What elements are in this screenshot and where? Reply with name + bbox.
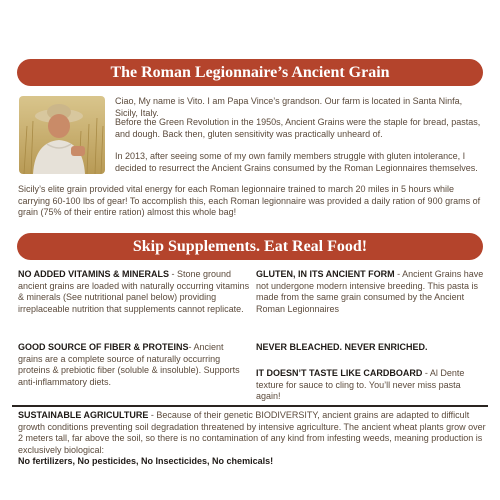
feature-body: - Ancient grains are a complete source of naturally occurring proteins & prebiotic fiber (soluble & insoluble). Supports anti-inflammatory diets. (18, 342, 240, 387)
feature-body: - Stone ground ancient grains are loaded with naturally occurring vitamins & minerals (See nutritional panel below) providing irreplaceable nutrition that supplements cannot replicate. (18, 269, 250, 314)
feature-heading: NEVER BLEACHED. NEVER ENRICHED. (256, 342, 428, 352)
farmer-photo (19, 96, 105, 174)
section-banner-ancient-grain (17, 59, 483, 86)
feature-no-added-vitamins (18, 269, 250, 315)
sustain-body: - Because of their genetic BIODIVERSITY, ancient grains are adapted to difficult growth conditions preventing soil degradation threatened by intensive agriculture. The ancient wheat plants grow over 2 meters tall, far above the soil, so there is no contamination of any kind from infesting weeds, meaning production is exclusively biological: (18, 410, 486, 455)
feature-heading: GOOD SOURCE OF FIBER & PROTEINS (18, 342, 189, 352)
intro-paragraph-1: Ciao, My name is Vito. I am Papa Vince’s grandson. Our farm is located in Santa Ninfa, Sicily, Italy. (115, 96, 463, 118)
feature-heading: GLUTEN, IN ITS ANCIENT FORM (256, 269, 395, 279)
banner-title: The Roman Legionnaire’s Ancient Grain (110, 64, 390, 81)
sustainable-agriculture-section (18, 410, 488, 468)
sustain-heading: SUSTAINABLE AGRICULTURE (18, 410, 149, 420)
feature-heading: NO ADDED VITAMINS & MINERALS (18, 269, 170, 279)
intro-paragraph-2: Before the Green Revolution in the 1950s, Ancient Grains were the staple for bread, pastas, and dough. Back then, gluten sensitivity was practically unheard of. (115, 117, 481, 139)
feature-body: - Al Dente texture for sauce to cling to. You’ll never miss pasta again! (256, 368, 465, 402)
section-divider (12, 405, 488, 407)
feature-fiber-proteins (18, 342, 250, 388)
feature-heading: IT DOESN’T TASTE LIKE CARDBOARD (256, 368, 423, 378)
intro-paragraph-3: In 2013, after seeing some of my own family members struggle with gluten intolerance, I decided to resurrect the Ancient Grains consumed by the Roman Legionnaires themselves. (115, 151, 478, 173)
feature-never-bleached (256, 342, 486, 354)
banner-title: Skip Supplements. Eat Real Food! (132, 238, 368, 255)
sustain-closing: No fertilizers, No pesticides, No Insecticides, No chemicals! (18, 456, 274, 467)
feature-not-cardboard (256, 368, 486, 403)
feature-body: - Ancient Grains have not undergone modern intensive breeding. This pasta is made from the same grain consumed by the Ancient Roman Legionnaires (256, 269, 484, 314)
section-banner-skip-supplements (17, 233, 483, 260)
intro-paragraph-4: Sicily’s elite grain provided vital energy for each Roman legionnaire trained to march 20 miles in 5 hours while carrying 60-100 lbs of gear! To accomplish this, each Roman legionnaire was provided a daily ration of 900 grams of grain (75% of their entire ration) almost this whole bag! (18, 184, 481, 218)
feature-gluten-ancient-form (256, 269, 486, 315)
